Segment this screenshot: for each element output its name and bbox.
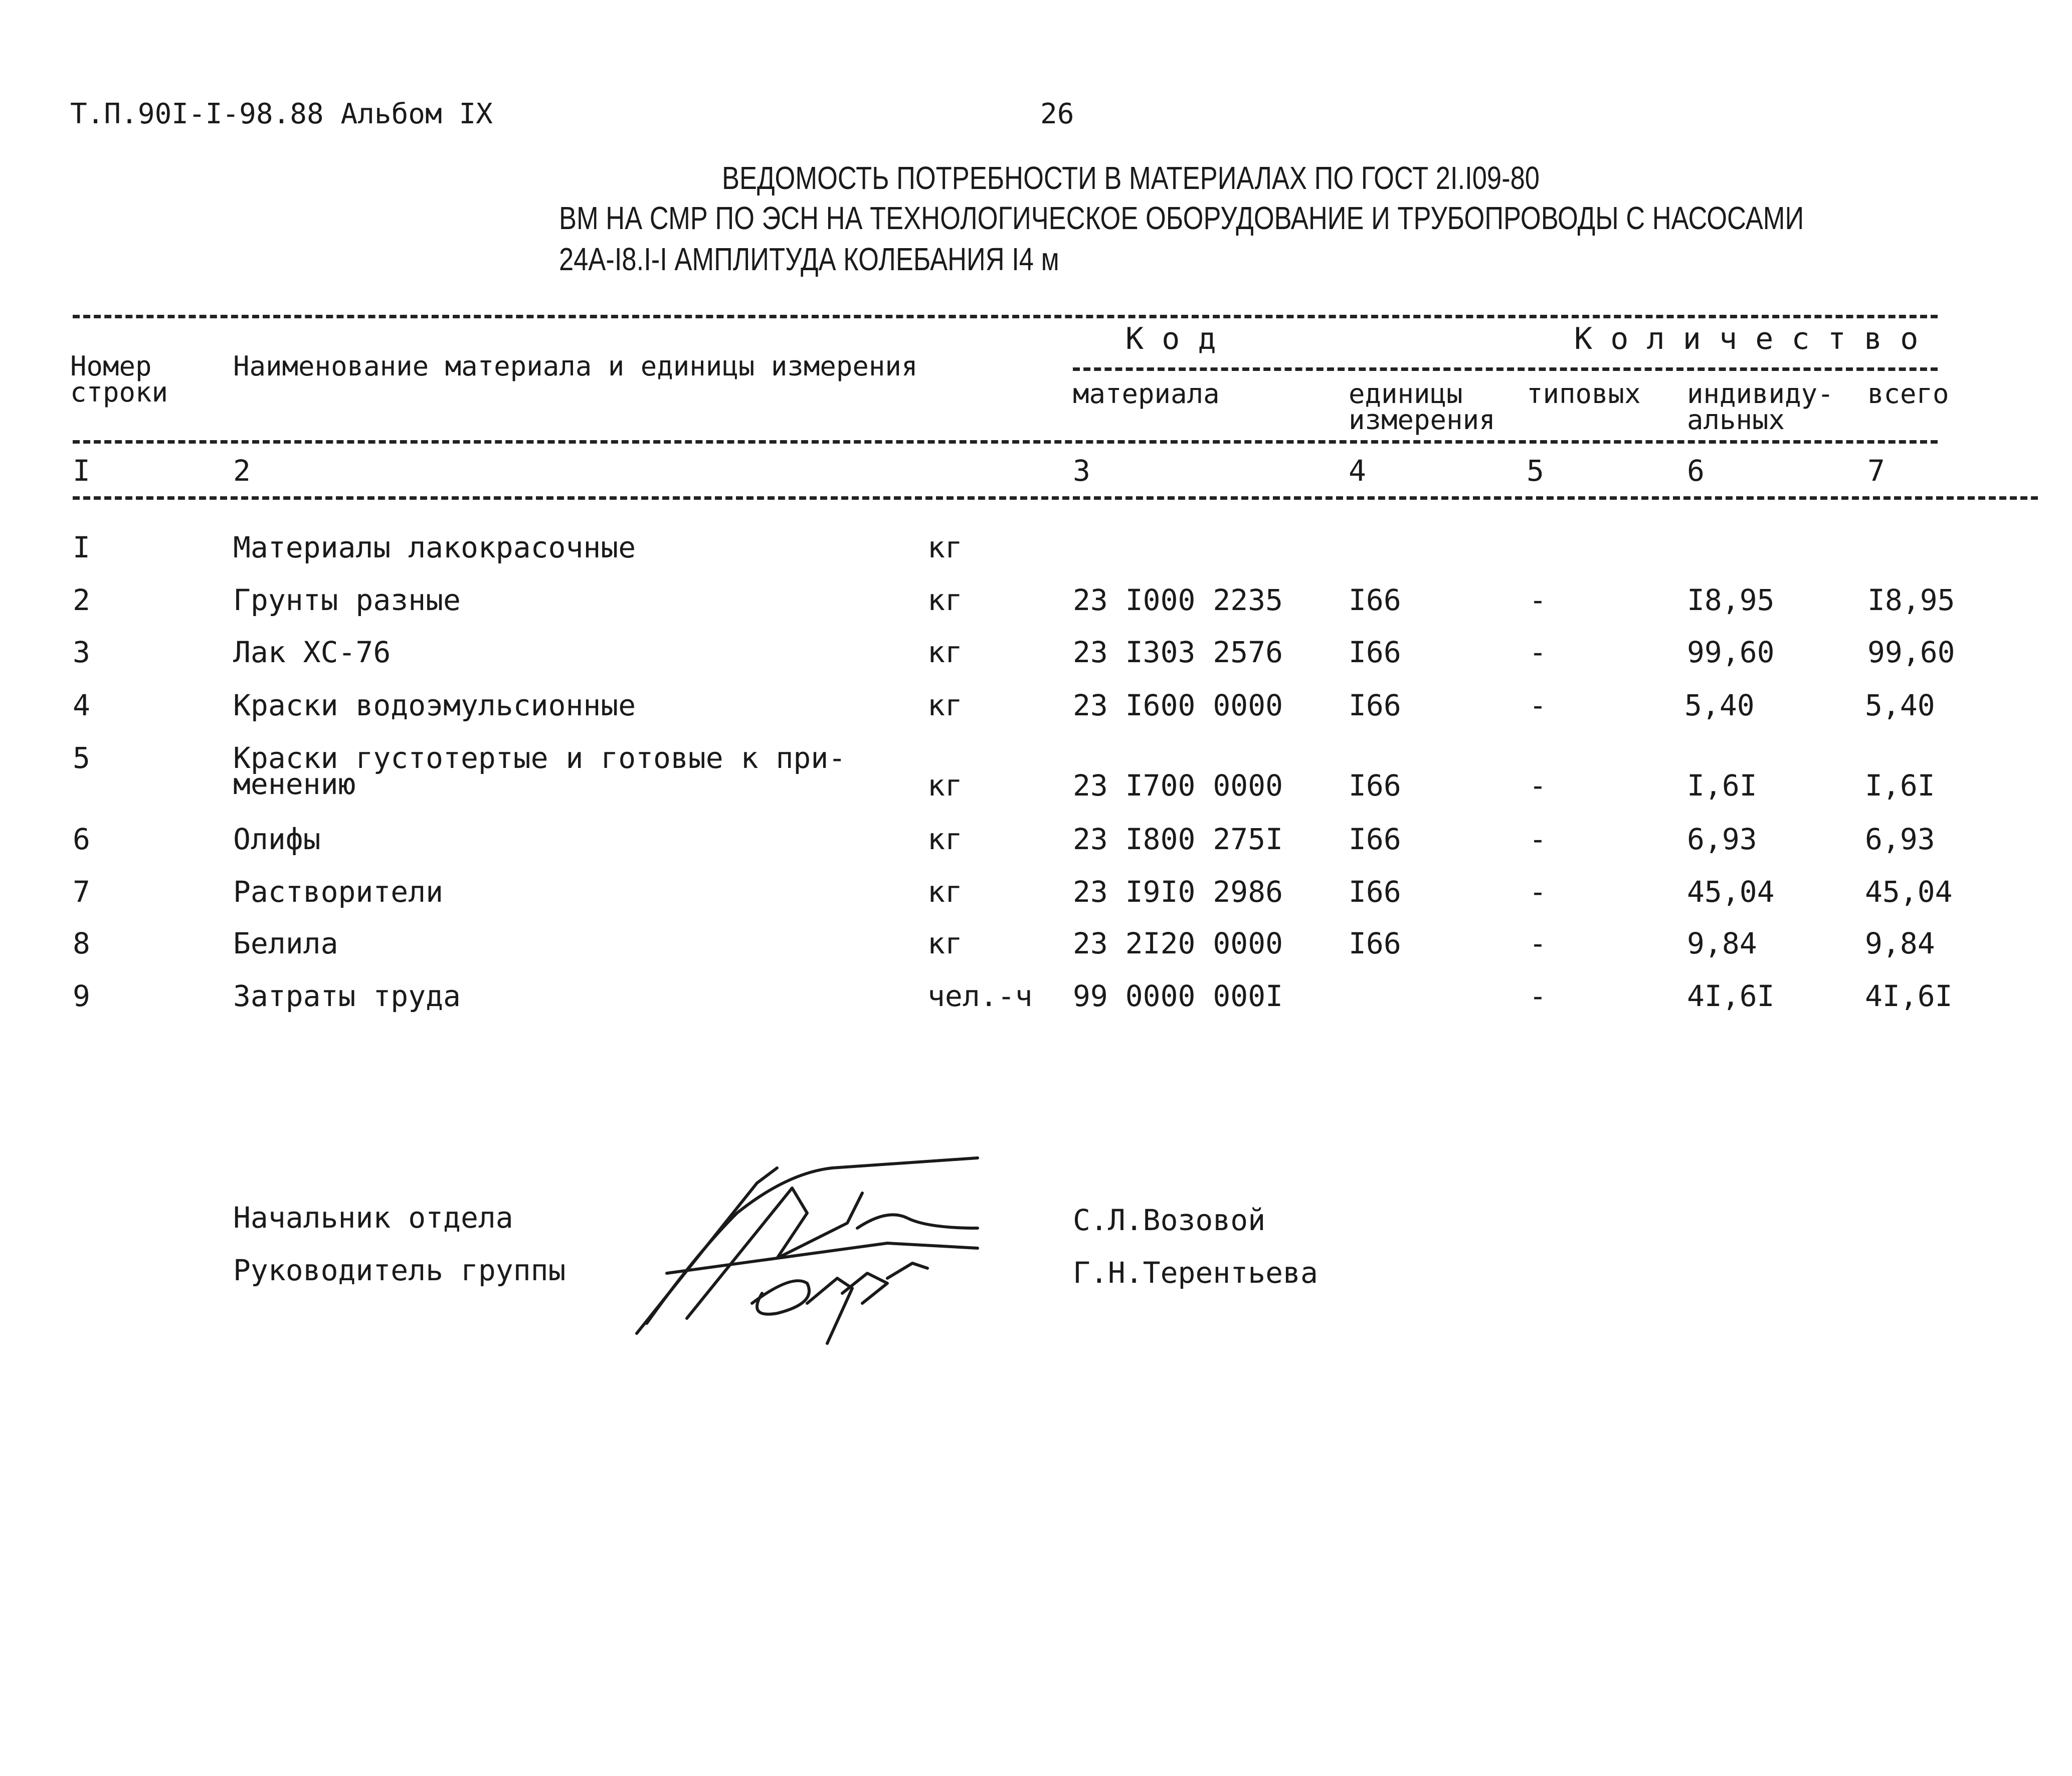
individual-qty: 4I,6I [1687,979,1775,1013]
header-material-name: Наименование материала и единицы измерения [233,350,918,382]
typical-qty: - [1529,635,1547,669]
column-number: 2 [233,454,251,488]
individual-qty: 6,93 [1687,822,1757,856]
individual-qty: 99,60 [1687,635,1775,669]
signature-role-head: Начальник отдела [233,1201,513,1235]
unit-code: I66 [1349,875,1401,909]
material-name: Затраты труда [233,979,461,1013]
unit: кг [927,583,963,617]
row-number: 7 [73,875,90,909]
individual-qty: 45,04 [1687,875,1775,909]
total-qty: 99,60 [1867,635,1955,669]
unit: кг [927,822,963,856]
individual-qty: I,6I [1687,768,1757,803]
document-title-line2: ВМ НА СМР ПО ЭСН НА ТЕХНОЛОГИЧЕСКОЕ ОБОРУДОВАНИЕ И ТРУБОПРОВОДЫ С НАСОСАМИ [559,200,1804,236]
column-number: 6 [1687,454,1705,488]
material-name: Грунты разные [233,583,461,617]
material-code: 23 I9I0 2986 [1073,875,1283,909]
unit-code: I66 [1349,926,1401,960]
unit: кг [927,768,963,803]
unit: кг [927,926,963,960]
header-unit-code: единицы измерения [1349,378,1495,436]
header-quantity-group: К о л и ч е с т в о [1574,321,1919,356]
table-top-rule [73,315,1938,318]
material-code: 23 I700 0000 [1073,768,1283,803]
header-code-group: К о д [1125,321,1216,356]
row-number: 8 [73,926,90,960]
total-qty: 4I,6I [1865,979,1953,1013]
total-qty: I8,95 [1867,583,1955,617]
material-name: Белила [233,926,338,960]
row-number: 5 [73,741,90,775]
table-numbers-rule [73,496,2038,500]
total-qty: 45,04 [1865,875,1953,909]
total-qty: 5,40 [1865,688,1935,722]
row-number: 9 [73,979,90,1013]
material-name: Растворители [233,875,444,909]
unit: кг [927,688,963,722]
header-total: всего [1867,378,1949,410]
material-code: 99 0000 000I [1073,979,1283,1013]
material-code: 23 I600 0000 [1073,688,1283,722]
document-reference: Т.П.90I-I-98.88 Альбом IX [70,98,493,130]
individual-qty: I8,95 [1687,583,1775,617]
column-number: 3 [1073,454,1090,488]
document-title-line3: 24А-I8.I-I АМПЛИТУДА КОЛЕБАНИЯ I4 м [559,241,1059,277]
signature-name-head: С.Л.Возовой [1073,1203,1266,1237]
material-name: Лак ХС-76 [233,635,391,669]
header-typical: типовых [1527,378,1641,410]
unit: кг [927,635,963,669]
document-title-line1: ВЕДОМОСТЬ ПОТРЕБНОСТИ В МАТЕРИАЛАХ ПО ГОСТ 2I.I09-80 [722,160,1540,196]
individual-qty: 9,84 [1687,926,1757,960]
typical-qty: - [1529,822,1547,856]
unit: кг [927,530,963,564]
header-material-code: материала [1073,378,1220,410]
row-number: 3 [73,635,90,669]
typical-qty: - [1529,875,1547,909]
signature-name-group-lead: Г.Н.Терентьева [1073,1256,1318,1290]
individual-qty: 5,40 [1684,688,1755,722]
material-code: 23 I800 275I [1073,822,1283,856]
table-group-rule [1073,367,1938,371]
unit: чел.-ч [927,979,1033,1013]
unit: кг [927,875,963,909]
unit-code: I66 [1349,822,1401,856]
material-name: Краски водоэмульсионные [233,688,636,722]
typical-qty: - [1529,926,1547,960]
material-name: Олифы [233,822,321,856]
typical-qty: - [1529,688,1547,722]
table-header-rule [73,440,1938,444]
unit-code: I66 [1349,768,1401,803]
row-number: 4 [73,688,90,722]
column-number: 7 [1867,454,1885,488]
row-number: I [73,530,90,564]
total-qty: 6,93 [1865,822,1935,856]
material-code: 23 I303 2576 [1073,635,1283,669]
signature-role-group-lead: Руководитель группы [233,1253,566,1287]
material-name-continuation: менению [233,767,356,801]
row-number: 2 [73,583,90,617]
material-name: Материалы лакокрасочные [233,530,636,564]
material-name: Краски густотертые и готовые к при- [233,741,846,775]
column-number: I [73,454,90,488]
page-number: 26 [1040,98,1074,130]
handwritten-signature [627,1153,1008,1353]
unit-code: I66 [1349,583,1401,617]
unit-code: I66 [1349,635,1401,669]
column-number: 5 [1527,454,1544,488]
total-qty: I,6I [1865,768,1935,803]
header-individual: индивиду- альных [1687,378,1834,436]
column-number: 4 [1349,454,1366,488]
row-number: 6 [73,822,90,856]
header-row-number: Номер строки [70,350,168,408]
total-qty: 9,84 [1865,926,1935,960]
material-code: 23 2I20 0000 [1073,926,1283,960]
material-code: 23 I000 2235 [1073,583,1283,617]
typical-qty: - [1529,768,1547,803]
typical-qty: - [1529,979,1547,1013]
unit-code: I66 [1349,688,1401,722]
typical-qty: - [1529,583,1547,617]
